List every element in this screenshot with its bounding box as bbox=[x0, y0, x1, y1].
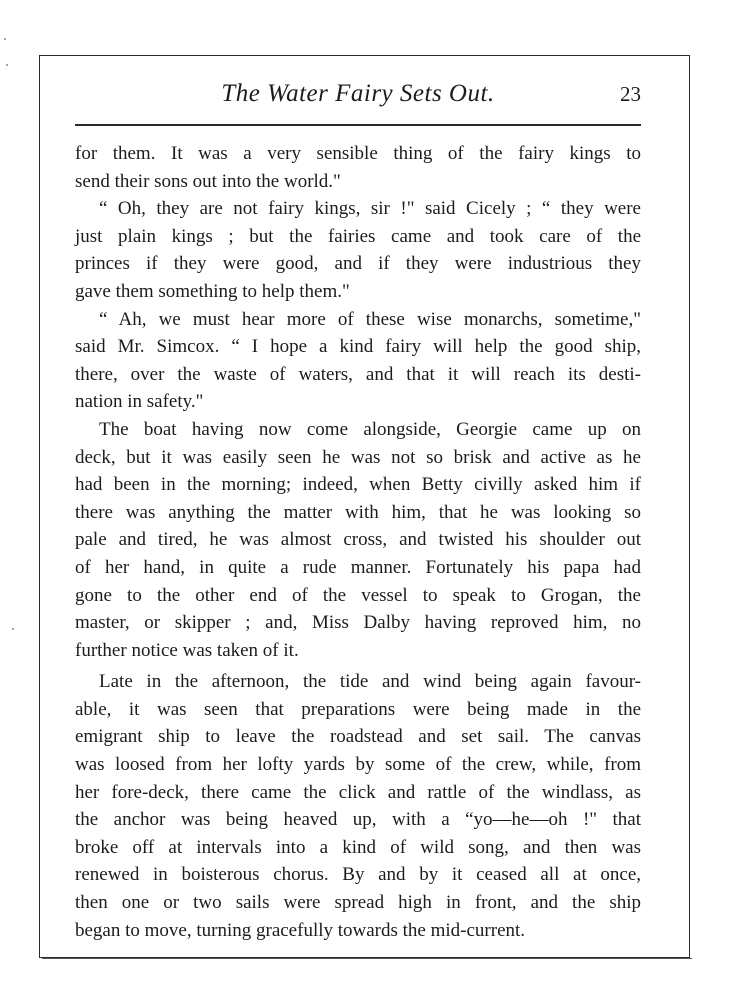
paper-speck bbox=[4, 38, 6, 40]
text-line: nation in safety." bbox=[75, 391, 204, 413]
running-title: The Water Fairy Sets Out. bbox=[221, 80, 495, 107]
text-line: then one or two sails were spread high in front, and the ship bbox=[75, 892, 641, 914]
paragraph bbox=[75, 140, 641, 195]
text-line: there was anything the matter with him, that he was looking so bbox=[75, 501, 641, 523]
text-line: for them. It was a very sensible thing of the fairy kings to bbox=[75, 143, 641, 164]
page-number: 23 bbox=[620, 82, 641, 106]
text-line: broke off at intervals into a kind of wild song, and then was bbox=[75, 836, 641, 858]
paper-speck bbox=[12, 628, 14, 630]
text-line: began to move, turning gracefully towards the mid-current. bbox=[75, 919, 526, 941]
text-line: just plain kings ; but the fairies came and took care of the bbox=[75, 225, 641, 247]
text-line: deck, but it was easily seen he was not so brisk and active as he bbox=[75, 446, 641, 468]
page-border-shadow bbox=[42, 958, 692, 959]
text-line: there, over the waste of waters, and that it will reach its desti- bbox=[75, 363, 641, 385]
text-line: said Mr. Simcox. “ I hope a kind fairy will help the good ship, bbox=[75, 336, 641, 358]
text-line: master, or skipper ; and, Miss Dalby having reproved him, no bbox=[75, 612, 641, 634]
paragraph bbox=[75, 195, 641, 305]
text-line: The boat having now come alongside, Georgie came up on bbox=[99, 418, 641, 440]
paper-speck bbox=[6, 64, 8, 66]
text-line: Late in the afternoon, the tide and wind being again favour- bbox=[99, 671, 641, 693]
text-line: the anchor was being heaved up, with a “yo—he—oh !" that bbox=[75, 809, 641, 831]
text-line: gave them something to help them." bbox=[75, 280, 350, 302]
text-line: of her hand, in quite a rude manner. Fortunately his papa had bbox=[75, 556, 641, 578]
text-line: send their sons out into the world." bbox=[75, 170, 341, 192]
text-line: “ Oh, they are not fairy kings, sir !" said Cicely ; “ they were bbox=[99, 198, 641, 220]
text-line: “ Ah, we must hear more of these wise monarchs, sometime," bbox=[99, 308, 641, 330]
text-line: had been in the morning; indeed, when Betty civilly asked him if bbox=[75, 474, 641, 496]
text-line: was loosed from her lofty yards by some of the crew, while, from bbox=[75, 754, 641, 776]
text-line: her fore-deck, there came the click and rattle of the windlass, as bbox=[75, 781, 641, 803]
text-line: gone to the other end of the vessel to speak to Grogan, the bbox=[75, 584, 641, 606]
text-line: able, it was seen that preparations were being made in the bbox=[75, 698, 641, 720]
running-header bbox=[75, 80, 641, 116]
paragraph bbox=[75, 306, 641, 416]
paragraph bbox=[75, 416, 641, 664]
text-line: pale and tired, he was almost cross, and twisted his shoulder out bbox=[75, 529, 641, 551]
text-line: princes if they were good, and if they were industrious they bbox=[75, 253, 641, 275]
text-line: further notice was taken of it. bbox=[75, 639, 299, 661]
header-rule bbox=[75, 124, 641, 126]
body-text bbox=[75, 140, 641, 944]
text-line: renewed in boisterous chorus. By and by it ceased all at once, bbox=[75, 864, 641, 886]
paragraph bbox=[75, 668, 641, 944]
text-line: emigrant ship to leave the roadstead and set sail. The canvas bbox=[75, 726, 641, 748]
